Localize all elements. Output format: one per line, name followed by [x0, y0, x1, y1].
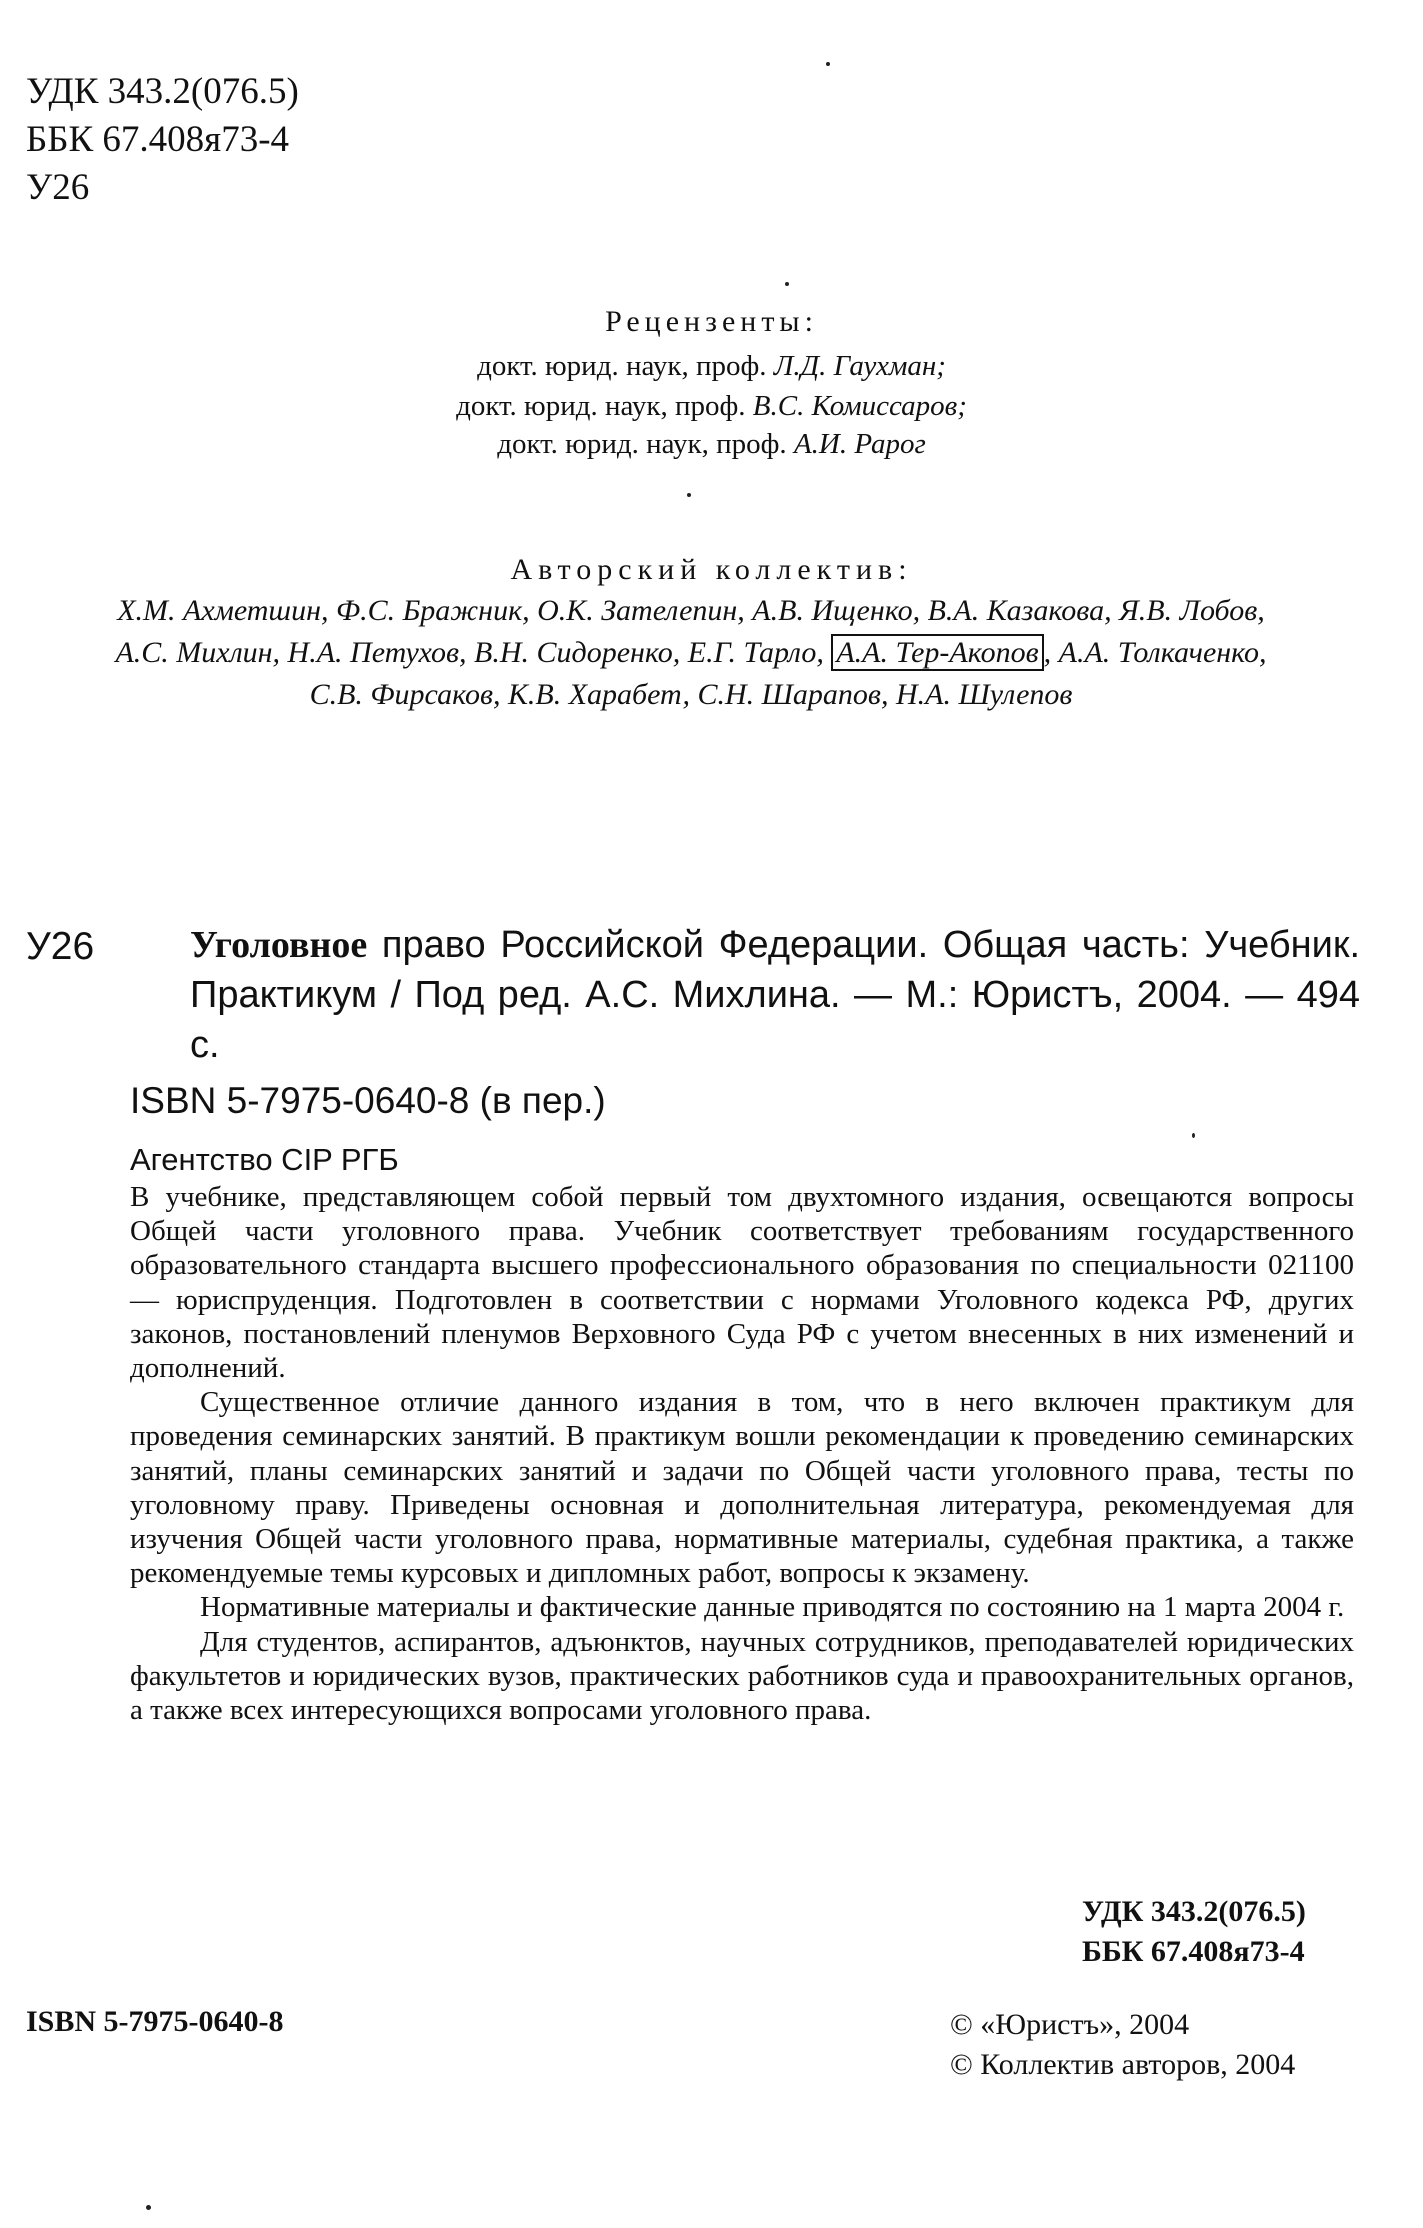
- abstract-paragraph: Нормативные материалы и фактические данные приводятся по состоянию на 1 марта 2004 г.: [200, 1591, 1345, 1624]
- authors-line-2-end: , А.А. Толкаченко,: [1043, 636, 1267, 669]
- bbk-code: ББК 67.408я73-4: [26, 119, 290, 160]
- cip-agency: Агентство CIP РГБ: [130, 1142, 399, 1177]
- book-description: право Российской Федерации. Общая часть: Учебник. Практикум / Под ред. А.С. Михлина. — М.: Юристъ, 2004. — 494 с.: [190, 924, 1360, 1066]
- footer-udk: УДК 343.2(076.5): [1082, 1895, 1306, 1928]
- footer-isbn: ISBN 5-7975-0640-8: [26, 2005, 284, 2038]
- isbn-line: ISBN 5-7975-0640-8 (в пер.): [130, 1080, 606, 1121]
- authors-line-3: С.В. Фирсаков, К.В. Харабет, С.Н. Шарапов, Н.А. Шулепов: [309, 678, 1073, 711]
- scan-speck: [1192, 1133, 1195, 1138]
- copyright-block: [950, 2005, 1295, 2085]
- abstract-paragraph: В учебнике, представляющем собой первый том двухтомного издания, освещаются вопросы Общей части уголовного права. Учебник соответствует требованиям государственного образовательного стандарта высшего профессионального образования по специальности 021100 — юриспруденция. Подготовлен в соответствии с нормами Уголовного кодекса РФ, других законов, постановлений пленумов Верховного Суда РФ с учетом внесенных в них изменений и дополнений.: [130, 1181, 1354, 1385]
- reviewer-line: [0, 424, 1423, 464]
- scan-speck: [785, 282, 789, 286]
- reviewer-degree: докт. юрид. наук, проф.: [456, 390, 753, 422]
- copyright-publisher: © «Юристъ», 2004: [950, 2008, 1190, 2041]
- reviewer-degree: докт. юрид. наук, проф.: [497, 428, 794, 460]
- reviewer-degree: докт. юрид. наук, проф.: [477, 350, 774, 382]
- authors-line-2: [26, 632, 1356, 674]
- catalog-code: У26: [26, 925, 95, 968]
- footer-bbk: ББК 67.408я73-4: [1082, 1935, 1305, 1968]
- copyright-authors: © Коллектив авторов, 2004: [950, 2048, 1296, 2081]
- reviewer-line: [0, 346, 1423, 386]
- udk-code: УДК 343.2(076.5): [26, 71, 299, 112]
- abstract-paragraph: Для студентов, аспирантов, адъюнктов, научных сотрудников, преподавателей юридических факультетов и юридических вузов, практических работников суда и правоохранительных органов, а также всех интересующихся вопросами уголовного права.: [130, 1625, 1354, 1727]
- classification-codes: [26, 68, 299, 212]
- scan-speck: [826, 62, 830, 66]
- boxed-author: А.А. Тер-Акопов: [831, 634, 1043, 671]
- footer-codes: [1082, 1892, 1306, 1972]
- reviewer-name: А.И. Рарог: [793, 428, 926, 460]
- authors-line-1: Х.М. Ахметшин, Ф.С. Бражник, О.К. Зателепин, А.В. Ищенко, В.А. Казакова, Я.В. Лобов,: [117, 594, 1265, 627]
- scan-speck: [146, 2205, 151, 2210]
- abstract: [130, 1180, 1354, 1727]
- authors-line-2-start: А.С. Михлин, Н.А. Петухов, В.Н. Сидоренко, Е.Г. Тарло,: [115, 636, 832, 669]
- abstract-paragraph: Существенное отличие данного издания в том, что в него включен практикум для проведения семинарских занятий. В практикум вошли рекомендации к проведению семинарских занятий, планы семинарских занятий и задачи по Общей части уголовного права, тесты по уголовному праву. Приведены основная и дополнительная литература, рекомендуемая для изучения Общей части уголовного права, нормативные материалы, судебная практика, а также рекомендуемые темы курсовых и дипломных работ, вопросы к экзамену.: [130, 1386, 1354, 1590]
- book-title-bold: Уголовное: [190, 924, 368, 966]
- scan-speck: [687, 493, 691, 497]
- authors-heading: Авторский коллектив:: [510, 553, 913, 586]
- authors-list: [26, 590, 1356, 716]
- reviewers-heading: Рецензенты:: [605, 305, 818, 338]
- reviewer-name: В.С. Комиссаров;: [752, 390, 967, 422]
- author-mark: У26: [26, 167, 90, 208]
- bibliographic-record: [190, 920, 1360, 1070]
- reviewer-line: [0, 386, 1423, 426]
- reviewer-name: Л.Д. Гаухман;: [773, 350, 946, 382]
